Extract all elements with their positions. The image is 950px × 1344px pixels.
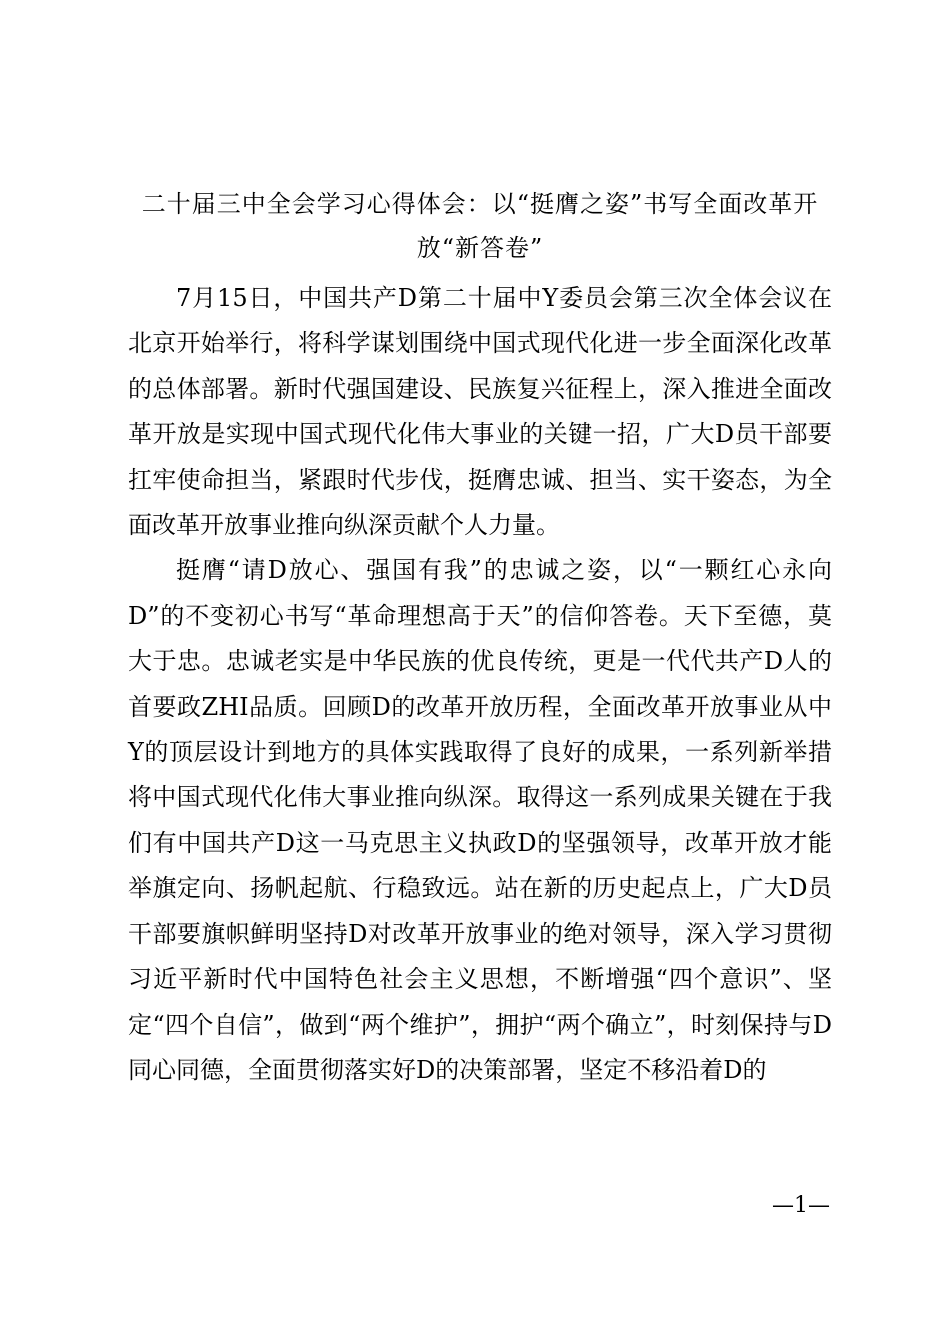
paragraph-2: 挺膺“请D放心、强国有我”的忠诚之姿，以“一颗红心永向D”的不变初心书写“革命理想高于天”的信仰答卷。天下至德，莫大于忠。忠诚老实是中华民族的优良传统，更是一代代共产D人的首要政ZHI品质。回顾D的改革开放历程，全面改革开放事业从中Y的顶层设计到地方的具体实践取得了良好的成果，一系列新举措将中国式现代化伟大事业推向纵深。取得这一系列成果关键在于我们有中国共产D这一马克思主义执政D的坚强领导，改革开放才能举旗定向、扬帆起航、行稳致远。站在新的历史起点上，广大D员干部要旗帜鲜明坚持D对改革开放事业的绝对领导，深入学习贯彻习近平新时代中国特色社会主义思想，不断增强“四个意识”、坚定“四个自信”，做到“两个维护”，拥护“两个确立”，时刻保持与D同心同德，全面贯彻落实好D的决策部署，坚定不移沿着D的 bbox=[128, 556, 832, 1084]
paragraph-1: 7月15日，中国共产D第二十届中Y委员会第三次全体会议在北京开始举行，将科学谋划围绕中国式现代化进一步全面深化改革的总体部署。新时代强国建设、民族复兴征程上，深入推进全面改革开放是实现中国式现代化伟大事业的关键一招，广大D员干部要扛牢使命担当，紧跟时代步伐，挺膺忠诚、担当、实干姿态，为全面改革开放事业推向纵深贡献个人力量。 bbox=[128, 284, 832, 540]
document-body bbox=[128, 276, 832, 1093]
document-title: 二十届三中全会学习心得体会：以“挺膺之姿”书写全面改革开放“新答卷” bbox=[141, 190, 819, 262]
page-number: —1— bbox=[772, 1193, 830, 1218]
